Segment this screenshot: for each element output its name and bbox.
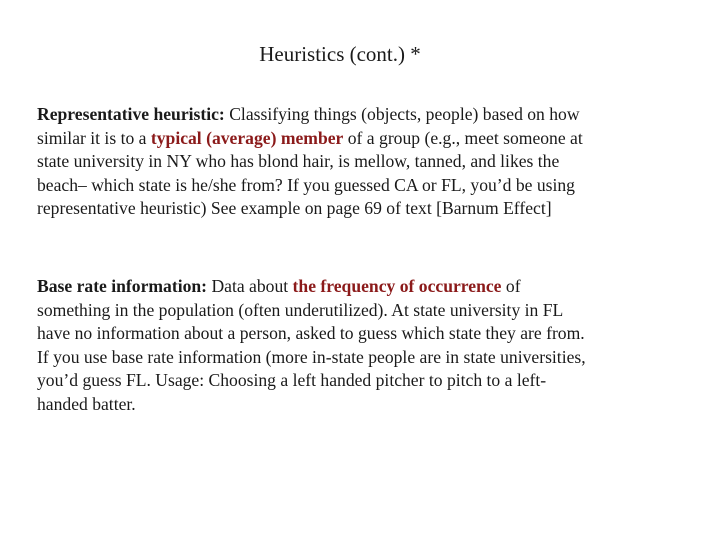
representative-line-1 <box>37 103 697 127</box>
representative-line-2-post: of a group (e.g., meet someone at <box>343 127 583 148</box>
representative-line-2-pre: similar it is to a <box>37 127 151 148</box>
representative-heading: Representative heuristic: <box>37 104 225 124</box>
representative-line-2 <box>37 127 697 151</box>
base-rate-line-3: have no information about a person, asked to guess which state they are from. <box>37 323 585 343</box>
base-rate-line-2: something in the population (often underutilized). At state university in FL <box>37 299 564 320</box>
base-rate-line-1-post: of <box>501 276 521 296</box>
representative-line-4: beach– which state is he/she from? If you guessed CA or FL, you’d be using <box>37 174 575 195</box>
base-rate-line-1-mid: Data about <box>207 276 293 296</box>
base-rate-paragraph <box>37 275 697 416</box>
base-rate-line-5: you’d guess FL. Usage: Choosing a left handed pitcher to pitch to a left- <box>37 370 547 390</box>
frequency-highlight: the frequency of occurrence <box>292 276 502 296</box>
representative-heuristic-paragraph <box>37 103 697 221</box>
base-rate-line-6: handed batter. <box>37 393 136 414</box>
representative-line-5: representative heuristic) See example on page 69 of text [Barnum Effect] <box>37 198 552 218</box>
representative-line-3: state university in NY who has blond hair, is mellow, tanned, and likes the <box>37 151 560 171</box>
typical-member-highlight: typical (average) member <box>150 127 344 148</box>
base-rate-line-1 <box>37 275 697 299</box>
base-rate-line-4: If you use base rate information (more in-state people are in state universities, <box>37 346 586 367</box>
slide-title: Heuristics (cont.) * <box>259 42 421 66</box>
base-rate-heading: Base rate information: <box>37 276 208 296</box>
representative-line-1-text: Classifying things (objects, people) based on how <box>224 104 580 124</box>
